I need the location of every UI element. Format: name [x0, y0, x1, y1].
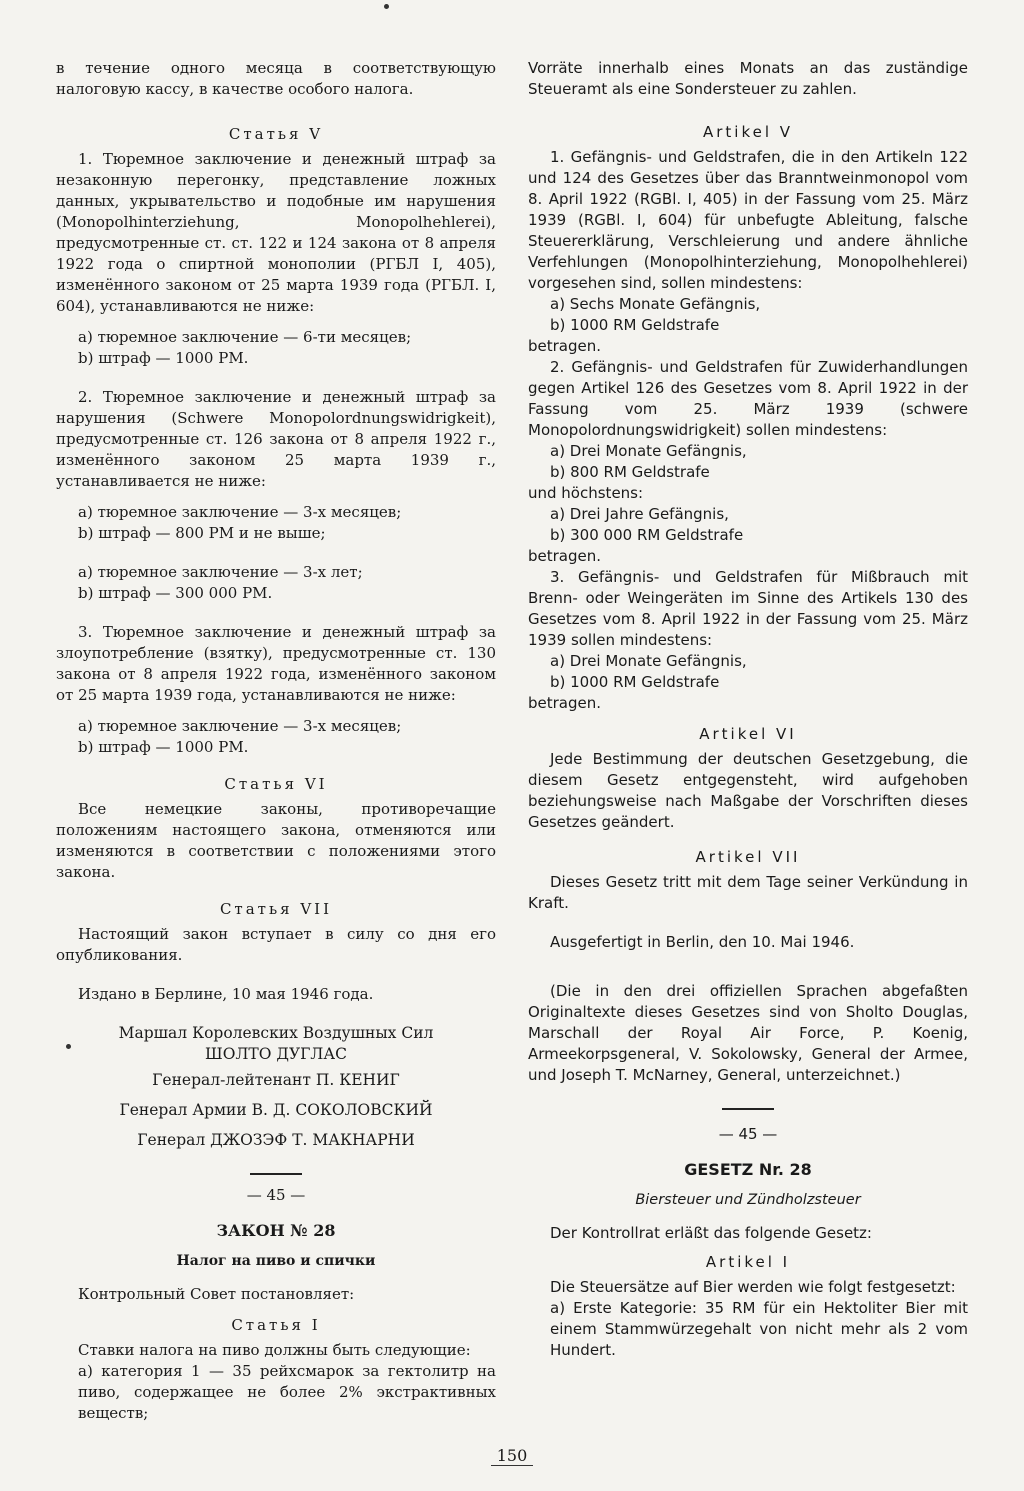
paragraph-end: betragen.	[528, 694, 602, 712]
issued-line: Издано в Берлине, 10 мая 1946 года.	[78, 985, 374, 1003]
paragraph: Все немецкие законы, противоречащие положениям настоящего закона, отменяются или изменяются в соответствии с положениями этого закона.	[56, 800, 496, 881]
council-line: Der Kontrollrat erläßt das folgende Gesetz:	[550, 1224, 872, 1242]
list-item: a) Drei Monate Gefängnis,	[550, 442, 747, 460]
signatory-name: ШОЛТО ДУГЛАС	[205, 1045, 347, 1063]
divider	[250, 1173, 302, 1175]
law-number: — 45 —	[246, 1186, 306, 1204]
article-heading: Artikel VII	[695, 848, 801, 866]
law-subtitle: Biersteuer und Zündholzsteuer	[635, 1192, 861, 1208]
article-heading: Статья V	[228, 125, 324, 143]
paragraph: 1. Тюремное заключение и денежный штраф за незаконную перегонку, представление ложных данных, укрывательство и подобные им нарушения (Monopolhinterziehung, Monopolhehlerei), предусмотренные ст. ст. 122 и 124 закона от 8 апреля 1922 года о спиртной монополии (РГБЛ I, 405), изменённого законом от 25 марта 1939 года (РГБЛ. I, 604), устанавливаются не ниже:	[56, 150, 496, 315]
intro-text: в течение одного месяца в соответствующую налоговую кассу, в качестве особого налога.	[56, 59, 496, 98]
paragraph-end: betragen.	[528, 547, 602, 565]
issued-line: Ausgefertigt in Berlin, den 10. Mai 1946.	[550, 933, 855, 951]
signature-note: (Die in den drei offiziellen Sprachen abgefaßten Originaltexte dieses Gesetzes sind von Sholto Douglas, Marschall der Royal Air Force, P. Koenig, Armeekorpsgeneral, V. Sokolowsky, General der Armee, und Joseph T. McNarney, General, unterzeichnet.)	[528, 982, 968, 1084]
list-item: a) Drei Monate Gefängnis,	[550, 652, 747, 670]
law-number: — 45 —	[718, 1125, 778, 1143]
list-item: а) тюремное заключение — 3-х лет;	[78, 563, 363, 581]
list-item: b) 1000 RM Geldstrafe	[550, 673, 720, 691]
paragraph: Ставки налога на пиво должны быть следующие:	[78, 1341, 471, 1359]
law-title: GESETZ Nr. 28	[684, 1160, 812, 1179]
paragraph-end: betragen.	[528, 337, 602, 355]
article-heading: Статья VI	[224, 775, 328, 793]
page-number-value: 150	[491, 1446, 534, 1466]
article-heading: Artikel V	[702, 123, 794, 141]
signatory: Генерал ДЖОЗЭФ Т. МАКНАРНИ	[137, 1131, 415, 1149]
list-item: b) штраф — 300 000 РМ.	[78, 584, 273, 602]
list-item: b) 1000 RM Geldstrafe	[550, 316, 720, 334]
page-number	[0, 1446, 1024, 1465]
german-column	[528, 58, 968, 1361]
signatory: Генерал Армии В. Д. СОКОЛОВСКИЙ	[119, 1101, 433, 1119]
list-item: а) тюремное заключение — 3-х месяцев;	[78, 717, 402, 735]
list-item: b) штраф — 800 РМ и не выше;	[78, 524, 326, 542]
signatory: Генерал-лейтенант П. КЕНИГ	[152, 1071, 400, 1089]
article-heading: Artikel I	[705, 1253, 791, 1271]
paragraph: Die Steuersätze auf Bier werden wie folgt festgesetzt:	[550, 1278, 956, 1296]
list-item: а) категория 1 — 35 рейхсмарок за гектолитр на пиво, содержащее не более 2% экстрактивных веществ;	[78, 1362, 496, 1422]
paragraph: Настоящий закон вступает в силу со дня его опубликования.	[56, 925, 496, 964]
intro-text: Vorräte innerhalb eines Monats an das zuständige Steueramt als eine Sondersteuer zu zahlen.	[528, 59, 968, 98]
list-item: а) тюремное заключение — 3-х месяцев;	[78, 503, 402, 521]
print-speck	[384, 4, 389, 9]
article-heading: Статья VII	[219, 900, 333, 918]
list-item: b) 300 000 RM Geldstrafe	[550, 526, 744, 544]
law-title: ЗАКОН № 28	[216, 1221, 336, 1240]
list-item: a) Erste Kategorie: 35 RM für ein Hektoliter Bier mit einem Stammwürzegehalt von nicht mehr als 2 vom Hundert.	[550, 1299, 968, 1359]
paragraph: 3. Тюремное заключение и денежный штраф за злоупотребление (взятку), предусмотренные ст. 130 закона от 8 апреля 1922 года, изменённого законом от 25 марта 1939 года, устанавливаются не ниже:	[56, 623, 496, 704]
list-item: b) штраф — 1000 РМ.	[78, 738, 249, 756]
article-heading: Статья I	[231, 1316, 321, 1334]
list-item: а) тюремное заключение — 6-ти месяцев;	[78, 328, 412, 346]
list-item: a) Drei Jahre Gefängnis,	[550, 505, 729, 523]
list-item: b) 800 RM Geldstrafe	[550, 463, 710, 481]
paragraph: 1. Gefängnis- und Geldstrafen, die in den Artikeln 122 und 124 des Gesetzes über das Branntweinmonopol vom 8. April 1922 (RGBl. I, 405) in der Fassung vom 25. März 1939 (RGBl. I, 604) für unbefugte Ableitung, falsche Steuererklärung, Verschleierung und andere ähnliche Verfehlungen (Monopolhinterziehung, Monopolhehlerei) vorgesehen sind, sollen mindestens:	[528, 148, 968, 292]
list-item: a) Sechs Monate Gefängnis,	[550, 295, 761, 313]
paragraph: Dieses Gesetz tritt mit dem Tage seiner Verkündung in Kraft.	[528, 873, 968, 912]
signatory-title: Маршал Королевских Воздушных Сил	[118, 1024, 434, 1042]
russian-column	[56, 58, 496, 1424]
paragraph-mid: und höchstens:	[528, 484, 644, 502]
paragraph: 2. Тюремное заключение и денежный штраф за нарушения (Schwere Monopolordnungswidrigkeit), предусмотренные ст. 126 закона от 8 апреля 1922 г., изменённого законом 25 марта 1939 г., устанавливается не ниже:	[56, 388, 496, 490]
law-subtitle: Налог на пиво и спички	[176, 1253, 376, 1269]
paragraph: 3. Gefängnis- und Geldstrafen für Mißbrauch mit Brenn- oder Weingeräten im Sinne des Artikels 130 des Gesetzes vom 8. April 1922 in der Fassung vom 25. März 1939 sollen mindestens:	[528, 568, 968, 649]
paragraph: Jede Bestimmung der deutschen Gesetzgebung, die diesem Gesetz entgegensteht, wird aufgehoben beziehungsweise nach Maßgabe der Vorschriften dieses Gesetzes geändert.	[528, 750, 968, 831]
signatures	[56, 1023, 496, 1155]
article-heading: Artikel VI	[699, 725, 797, 743]
paragraph: 2. Gefängnis- und Geldstrafen für Zuwiderhandlungen gegen Artikel 126 des Gesetzes vom 8. April 1922 in der Fassung vom 25. März 1939 (schwere Monopolordnungswidrigkeit) sollen mindestens:	[528, 358, 968, 439]
list-item: b) штраф — 1000 РМ.	[78, 349, 249, 367]
council-line: Контрольный Совет постановляет:	[78, 1285, 355, 1303]
divider	[722, 1108, 774, 1110]
